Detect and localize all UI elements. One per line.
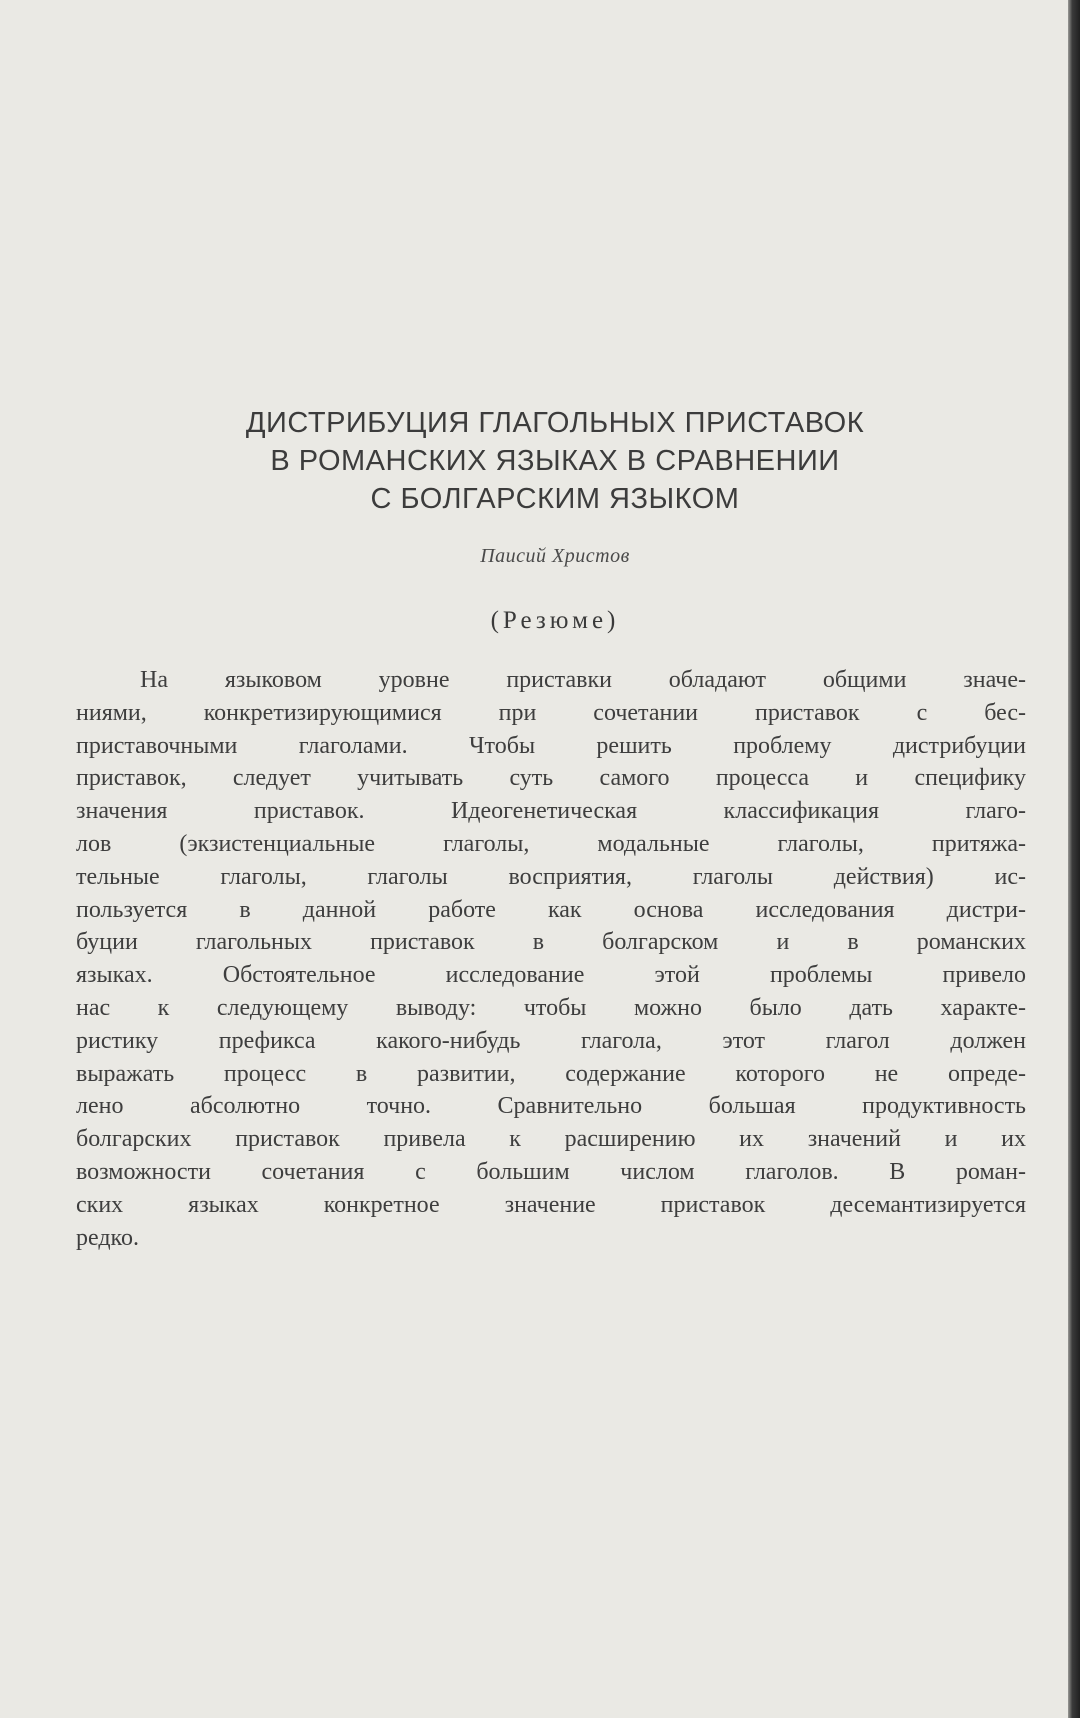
text-line: ниями, конкретизирующимися при сочетании приставок с бес- <box>76 699 1026 726</box>
author-name: Паисий Христов <box>480 545 630 567</box>
title-line: В РОМАНСКИХ ЯЗЫКАХ В СРАВНЕНИИ <box>270 445 840 477</box>
section-heading: (Резюме) <box>490 607 620 634</box>
text-line: На языковом уровне приставки обладают общими значе- <box>140 667 1026 693</box>
book-binding-edge <box>1068 0 1080 1718</box>
text-line: приставочными глаголами. Чтобы решить проблему дистрибуции <box>76 732 1026 759</box>
text-line: редко. <box>76 1224 139 1251</box>
article-title <box>150 404 960 518</box>
text-line: буции глагольных приставок в болгарском и в романских <box>76 929 1026 956</box>
text-line: языках. Обстоятельное исследование этой проблемы привело <box>76 962 1026 989</box>
text-line: ристику префикса какого-нибудь глагола, этот глагол должен <box>76 1027 1026 1054</box>
abstract-body <box>76 664 1026 1254</box>
text-line: тельные глаголы, глаголы восприятия, глаголы действия) ис- <box>76 863 1026 890</box>
text-line: лено абсолютно точно. Сравнительно большая продуктивность <box>76 1093 1026 1120</box>
title-line: С БОЛГАРСКИМ ЯЗЫКОМ <box>370 483 740 515</box>
text-line: возможности сочетания с большим числом глаголов. В роман- <box>76 1158 1026 1185</box>
text-line: болгарских приставок привела к расширению их значений и их <box>76 1126 1026 1153</box>
text-line: выражать процесс в развитии, содержание которого не опреде- <box>76 1060 1026 1087</box>
text-line: пользуется в данной работе как основа исследования дистри- <box>76 896 1026 923</box>
text-line: нас к следующему выводу: чтобы можно было дать характе- <box>76 994 1026 1021</box>
text-line: ских языках конкретное значение приставок десемантизируется <box>76 1191 1026 1218</box>
title-line: ДИСТРИБУЦИЯ ГЛАГОЛЬНЫХ ПРИСТАВОК <box>245 407 865 439</box>
text-line: значения приставок. Идеогенетическая классификация глаго- <box>76 798 1026 825</box>
text-line: приставок, следует учитывать суть самого процесса и специфику <box>76 765 1026 792</box>
text-line: лов (экзистенциальные глаголы, модальные глаголы, притяжа- <box>76 830 1026 857</box>
